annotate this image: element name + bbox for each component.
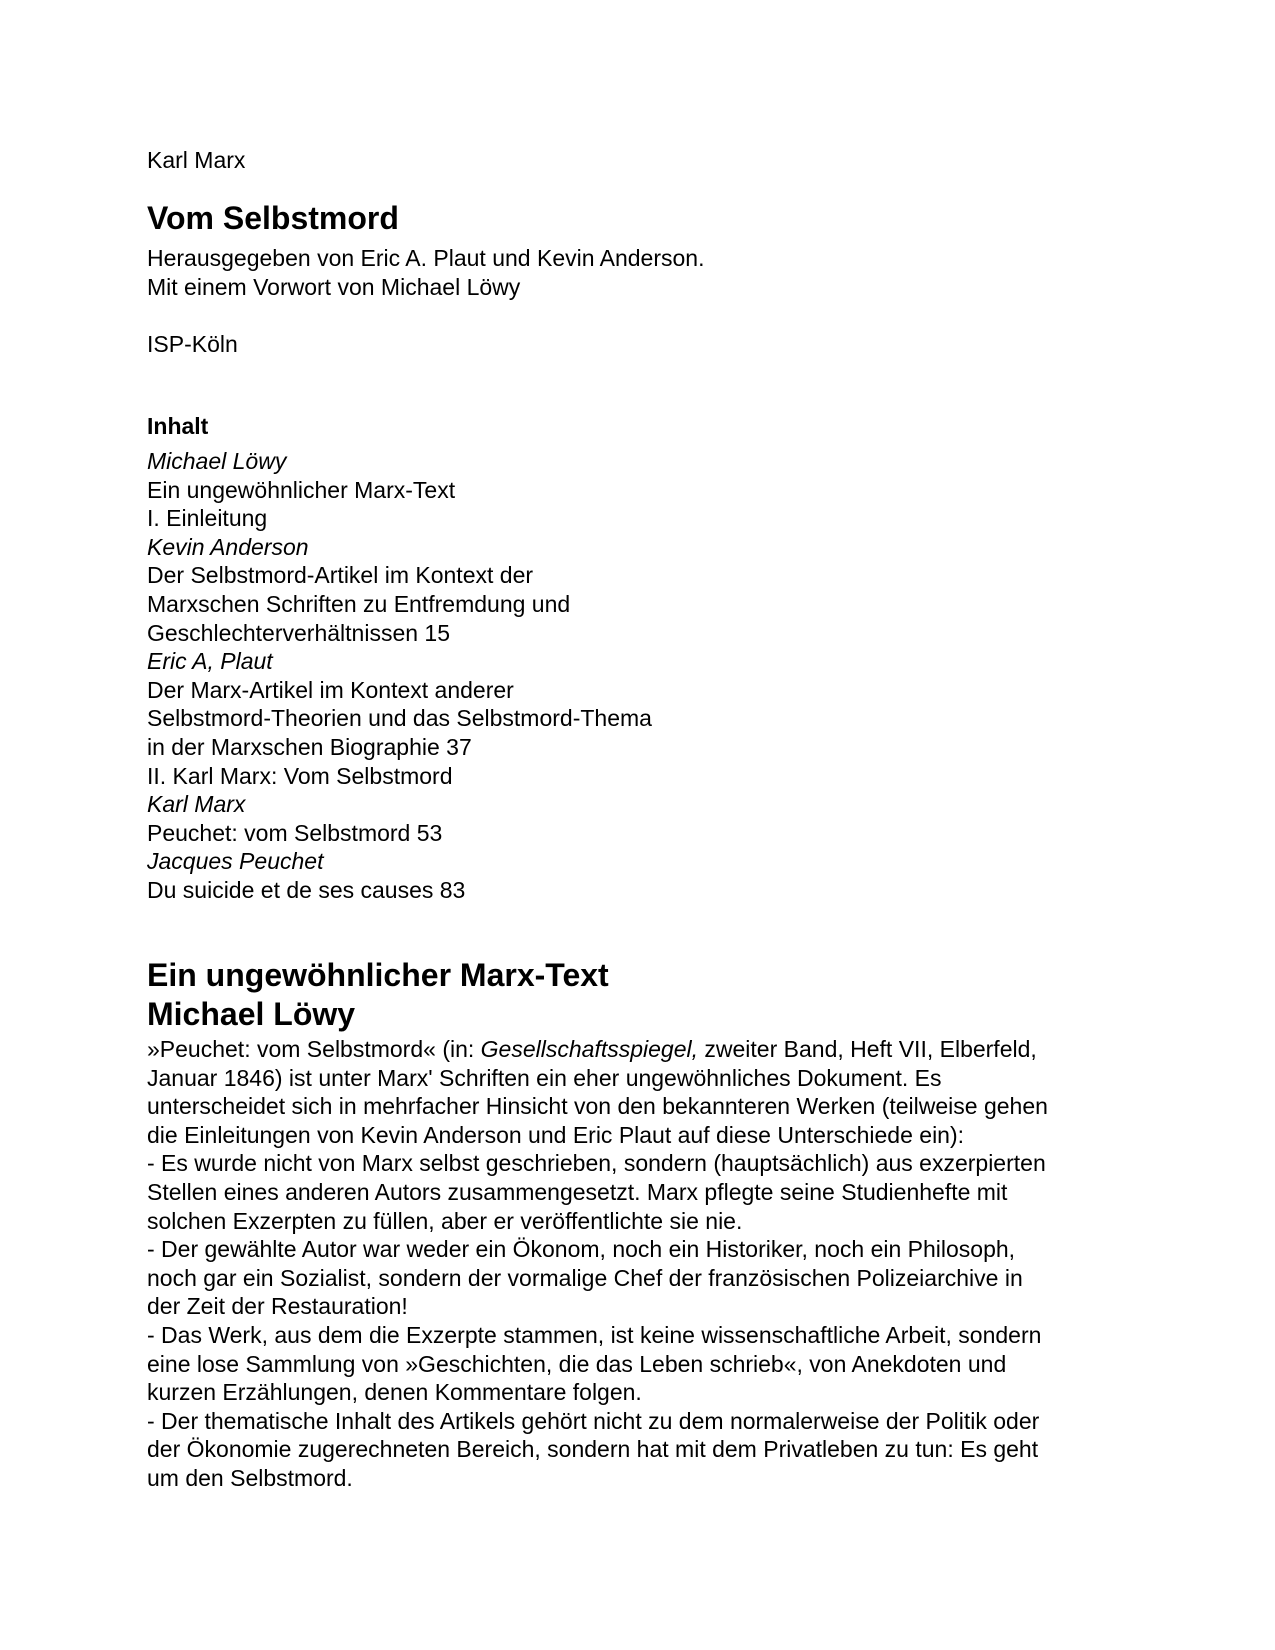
article-author: Michael Löwy: [147, 996, 356, 1032]
toc-author: Karl Marx: [147, 791, 246, 818]
body-line: Stellen eines anderen Autors zusammengesetzt. Marx pflegte seine Studienhefte mit: [147, 1178, 1008, 1205]
book-title: Vom Selbstmord: [147, 200, 399, 236]
toc-section: I. Einleitung: [147, 505, 268, 532]
toc-entry: Peuchet: vom Selbstmord 53: [147, 819, 443, 846]
toc-author: Michael Löwy: [147, 448, 287, 474]
article-heading: [147, 956, 609, 1034]
toc-entry: Marxschen Schriften zu Entfremdung und: [147, 590, 571, 617]
table-of-contents: [147, 447, 652, 905]
body-text: zweiter Band, Heft VII, Elberfeld,: [698, 1036, 1037, 1062]
body-line: [147, 1035, 1137, 1064]
body-line: eine lose Sammlung von »Geschichten, die das Leben schrieb«, von Anekdoten und: [147, 1350, 1007, 1377]
editors-block: [147, 244, 704, 301]
body-line: - Der thematische Inhalt des Artikels gehört nicht zu dem normalerweise der Politik oder: [147, 1407, 1040, 1434]
article-body: [147, 1035, 1137, 1493]
toc-entry: Ein ungewöhnlicher Marx-Text: [147, 476, 456, 503]
body-line: - Der gewählte Autor war weder ein Ökonom, noch ein Historiker, noch ein Philosoph,: [147, 1236, 1016, 1263]
toc-author: Kevin Anderson: [147, 533, 309, 560]
toc-section: II. Karl Marx: Vom Selbstmord: [147, 762, 453, 789]
toc-author: Jacques Peuchet: [147, 848, 324, 875]
foreword-line: Mit einem Vorwort von Michael Löwy: [147, 273, 521, 300]
journal-title: Gesellschaftsspiegel,: [480, 1036, 699, 1062]
toc-entry: in der Marxschen Biographie 37: [147, 733, 472, 760]
body-line: - Das Werk, aus dem die Exzerpte stammen, ist keine wissenschaftliche Arbeit, sondern: [147, 1321, 1042, 1348]
body-line: der Ökonomie zugerechneten Bereich, sondern hat mit dem Privatleben zu tun: Es geht: [147, 1436, 1039, 1463]
toc-author: Eric A, Plaut: [147, 648, 273, 675]
publisher: ISP-Köln: [147, 331, 238, 357]
toc-heading: Inhalt: [147, 413, 209, 439]
body-line: kurzen Erzählungen, denen Kommentare folgen.: [147, 1379, 642, 1406]
body-text: »Peuchet: vom Selbstmord« (in:: [147, 1036, 481, 1062]
body-line: noch gar ein Sozialist, sondern der vormalige Chef der französischen Polizeiarchive in: [147, 1264, 1023, 1291]
body-line: die Einleitungen von Kevin Anderson und Eric Plaut auf diese Unterschiede ein):: [147, 1121, 965, 1148]
editors-line: Herausgegeben von Eric A. Plaut und Kevin Anderson.: [147, 245, 705, 271]
toc-entry: Der Marx-Artikel im Kontext anderer: [147, 676, 514, 703]
body-line: der Zeit der Restauration!: [147, 1293, 408, 1320]
body-line: Januar 1846) ist unter Marx' Schriften ein eher ungewöhnliches Dokument. Es: [147, 1064, 942, 1091]
toc-entry: Du suicide et de ses causes 83: [147, 876, 466, 903]
body-line: um den Selbstmord.: [147, 1464, 353, 1491]
article-title: Ein ungewöhnlicher Marx-Text: [147, 957, 609, 993]
body-line: unterscheidet sich in mehrfacher Hinsicht von den bekannteren Werken (teilweise gehen: [147, 1093, 1048, 1120]
toc-entry: Geschlechterverhältnissen 15: [147, 619, 450, 646]
body-line: solchen Exzerpten zu füllen, aber er veröffentlichte sie nie.: [147, 1207, 743, 1234]
toc-entry: Der Selbstmord-Artikel im Kontext der: [147, 562, 534, 589]
toc-entry: Selbstmord-Theorien und das Selbstmord-Thema: [147, 705, 652, 732]
body-line: - Es wurde nicht von Marx selbst geschrieben, sondern (hauptsächlich) aus exzerpierten: [147, 1150, 1046, 1177]
book-author: Karl Marx: [147, 147, 246, 173]
